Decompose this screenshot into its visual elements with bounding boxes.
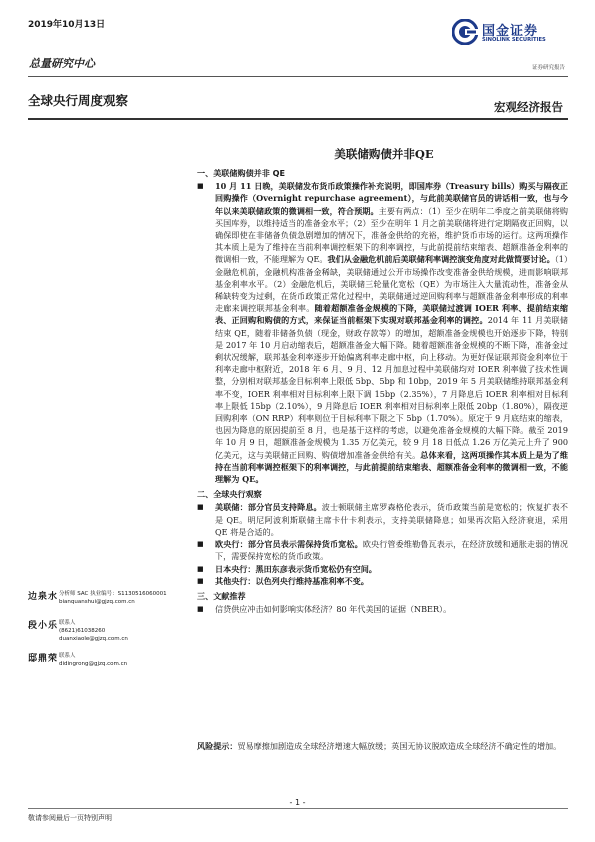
analyst-contact	[59, 590, 167, 606]
item-label: 欧央行：	[215, 539, 248, 550]
square-bullet-icon: ■	[197, 540, 204, 549]
section-heading-1: 一、美联储购债并非 QE	[197, 168, 286, 178]
list-item	[197, 538, 568, 562]
report-title: 全球央行周度观察	[28, 93, 129, 108]
analyst-name: 段小乐	[28, 621, 59, 631]
analyst-line: didingrong@gjzq.com.cn	[59, 661, 128, 668]
logo-name-cn: 国金证券	[482, 24, 539, 39]
item-label: 其他央行：	[215, 575, 256, 586]
analyst-line: bianquanshui@gjzq.com.cn	[59, 599, 135, 606]
para-text-e: 2014 年 11 月美联储结束 QE，随着非储备负债（现金，财政存款等）的增加，超额准备金规模也开始逐步下降，特别是 2017 年 10 月启动缩表后，超额准备金大幅下降。随着超额准备金规模的不断下降，准备金过剩状况缓解，联邦基金利率逐步开始偏离利率走廊中枢，向上移动。为更好保证联邦资金利率位于利率走廊中枢附近，2018 年 6 月、9 月、12 月加息过程中美联储均对 IOER 利率做了技术性调整，分别相对联邦基金目标利率上限低 5bp、5bp 和 10bp，2019 年 5 月美联储维持联邦基金利率不变，IOER 利率相对目标利率上限下调 15bp（2.35%），7 月降息后 IOER 利率相对目标利率上限低 15bp（2.10%），9 月降息后 IOER 利率相对目标利率上限低 20bp（1.80%），隔夜逆回购利率（ON RRP）利率则位于目标利率下限之下 5bp（1.70%）。原定于 9 月底结束的缩表，也因为降息的原因提前至 8 月，也是基于这样的考虑，以避免准备金规模的大幅下降。截至 2019 年 10 月 9 日，超额准备金规模为 1.35 万亿美元，较 9 月 18 日低点 1.26 万亿美元上升了 900 亿美元，这与美联储正回购、购债增加准备金供给有关。	[215, 315, 568, 460]
para-lead: 10 月 11 日晚，美联储发布货币政策操作补充说明，即国库券（Treasury bills）购买与隔夜正回购操作（Overnight repurchase agreement），与此前美联储官员的讲话相一致，也与今年以来美联储政策的微调相一致，符合预期。	[215, 181, 568, 216]
article-title: 美联储购债并非QE	[334, 147, 434, 161]
department-label: 总量研究中心	[29, 57, 95, 70]
list-item	[197, 575, 568, 587]
list-item	[197, 603, 568, 615]
main-content	[197, 167, 568, 615]
square-bullet-icon: ■	[197, 564, 204, 573]
analyst-name: 邸鼎荣	[28, 654, 59, 664]
literature-item: 信贷供应冲击如何影响实体经济？80 年代美国的证据（NBER）。	[215, 604, 452, 615]
square-bullet-icon: ■	[197, 576, 204, 585]
analyst-name: 边泉水	[28, 592, 59, 602]
header-divider	[28, 76, 568, 77]
para-text-c: （1）金融危机前，金融机构准备金稀缺，美联储通过公开市场操作改变准备金供给规模，进而影响联邦基金利率水平。（2）金融危机后，美联储三轮量化宽松（QE）为市场注入大量流动性，准备金从稀缺转变为过剩，在货币政策正常化过程中，美联储通过逆回购利率与超额准备金利率形成的利率走廊来调控联邦基金利率。	[215, 254, 568, 314]
para-text-b: 我们从金融危机前后美联储利率调控演变角度对此做简要讨论。	[327, 254, 555, 265]
logo-mark-icon	[452, 19, 478, 45]
section-heading-2: 二、全球央行观察	[197, 489, 262, 500]
logo-name-en: SINOLINK SECURITIES	[482, 37, 546, 43]
item-headline: 部分官员支持降息。	[247, 502, 322, 513]
item-label: 日本央行：	[215, 563, 256, 574]
footer-divider	[28, 808, 568, 809]
list-item	[197, 501, 568, 538]
para-text-a: 主要有两点：（1）至少在明年二季度之前美联储将购买国库券，以维持适当的准备金水平；（2）至少在明年 1 月之前美联储将进行定期隔夜正回购，以确保即使在非储备负债急剧增加的情况下，准备金供给的充裕，维护货币市场的运行。这两项操作其本质上是为了维持在当前利率调控框架下的利率调控，与此前提前结束缩表、超额准备金利率的微调相一致，不能理解为 QE。	[215, 205, 568, 265]
disclaimer-text: 敬请参阅最后一页特别声明	[28, 814, 112, 822]
section-heading-3: 三、文献推荐	[197, 590, 246, 601]
square-bullet-icon: ■	[197, 503, 204, 512]
risk-warning	[197, 740, 568, 753]
report-date: 2019年10月13日	[28, 20, 106, 30]
analyst-line: 分析师 SAC 执业编号：S1130516060001	[59, 591, 167, 597]
square-bullet-icon: ■	[197, 605, 204, 614]
item-headline: 以色列央行维持基准利率不变。	[255, 575, 369, 586]
para-text-d: 随着超额准备金规模的下降，美联储过渡调 IOER 利率、提前结束缩表、正回购和购债的方式，来保证当前框架下实现对联邦基金利率的调控。	[215, 303, 568, 326]
analyst-line: duanxiaole@gjzq.com.cn	[59, 636, 128, 643]
logo-tagline: 证券研究报告	[532, 65, 566, 71]
risk-label: 风险提示：	[197, 741, 238, 751]
risk-text: 贸易摩擦加剧造成全球经济增速大幅放缓；英国无协议脱欧造成全球经济不确定性的增加。	[237, 741, 562, 751]
item-label: 美联储：	[215, 502, 248, 513]
square-bullet-icon: ■	[197, 182, 204, 191]
report-type: 宏观经济报告	[494, 100, 563, 114]
analyst-contact	[59, 652, 127, 668]
item-headline: 部分官员表示需保持货币宽松。	[247, 539, 363, 550]
item-headline: 黑田东彦表示货币宽松仍有空间。	[255, 563, 377, 574]
item-text: 波士顿联储主席罗森格伦表示，货币政策当前是宽松的；恢复扩表不是 QE。明尼阿波利斯联储主席卡什卡利表示，支持美联储降息；如果再次陷入经济衰退，采用 QE 将是合适的。	[215, 502, 568, 537]
analyst-line: (8621)61038260	[59, 628, 106, 635]
para-text-f: 总体来看，这两项操作其本质上是为了维持在当前利率调控框架下的利率调控，与此前提前结束缩表、超额准备金利率的微调相一致，不能理解为 QE。	[215, 449, 568, 485]
item-text: 欧央行管委维勒鲁瓦表示，在经济放缓和通胀走弱的情况下，需要保持宽松的货币政策。	[215, 539, 568, 562]
title-divider	[28, 118, 568, 120]
paragraph-main	[197, 180, 568, 485]
company-logo	[452, 18, 567, 71]
analyst-line: 联系人	[59, 620, 76, 626]
page-number: - 1 -	[289, 798, 306, 807]
analyst-line: 联系人	[59, 653, 76, 659]
analyst-contact	[59, 619, 128, 644]
list-item	[197, 563, 568, 575]
